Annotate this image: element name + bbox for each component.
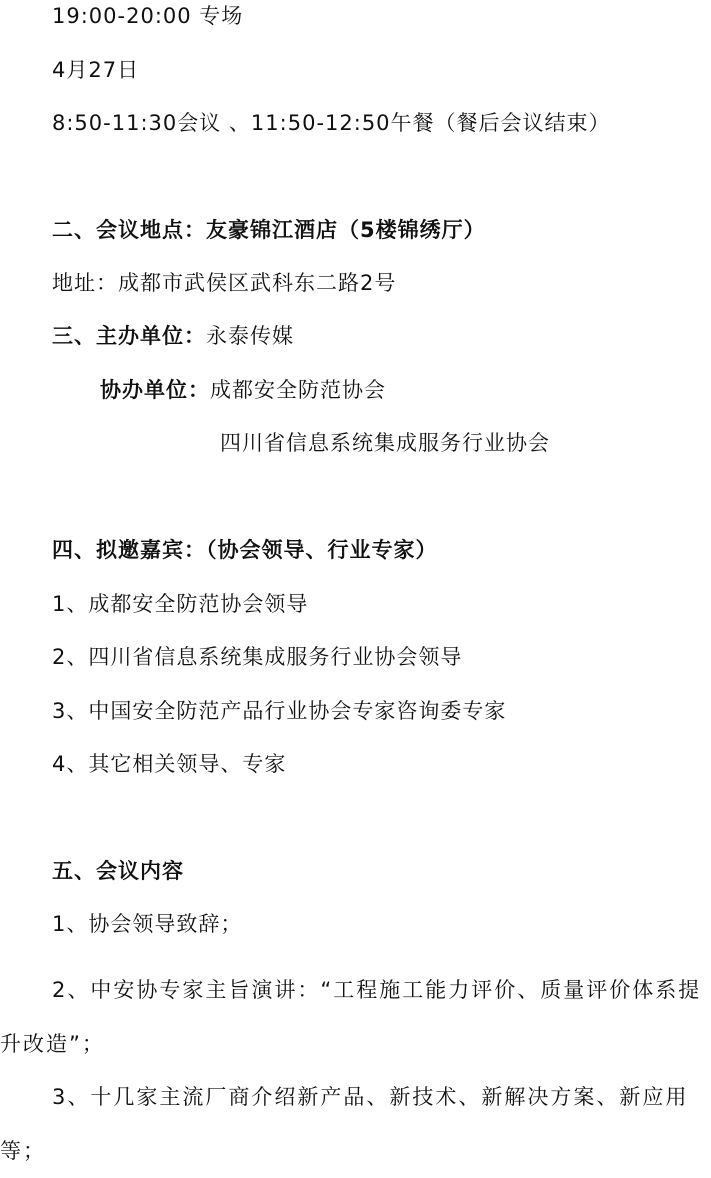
venue-heading: 二、会议地点：友豪锦江酒店（5楼锦绣厅） [52,218,486,242]
schedule-line-1: 19:00-20:00 专场 [52,4,244,28]
venue-address: 地址：成都市武侯区武科东二路2号 [52,271,397,295]
co-organizer-label: 协办单位： [100,378,210,402]
content-item: 3、十几家主流厂商介绍新产品、新技术、新解决方案、新应用等； [0,1085,689,1163]
guests-heading-note: （协会领导、行业专家） [206,538,438,562]
host-row [52,322,294,350]
guests-heading [52,536,438,564]
guest-item: 2、四川省信息系统集成服务行业协会领导 [52,645,463,669]
schedule-line-3: 8:50-11:30会议 、11:50-12:50午餐（餐后会议结束） [52,111,611,135]
co-organizer-row [100,376,386,404]
guests-heading-label: 四、拟邀嘉宾： [52,538,206,562]
guest-item: 4、其它相关领导、专家 [52,752,287,776]
schedule-line-2: 4月27日 [52,58,140,82]
host-label: 三、主办单位： [52,324,206,348]
host-value: 永泰传媒 [206,324,294,348]
content-item: 2、中安协专家主旨演讲：“工程施工能力评价、质量评价体系提升改造”； [0,978,702,1056]
guest-item: 1、成都安全防范协会领导 [52,592,309,616]
guest-item: 3、中国安全防范产品行业协会专家咨询委专家 [52,699,507,723]
co-organizer-value: 四川省信息系统集成服务行业协会 [220,431,550,455]
co-organizer-value: 成都安全防范协会 [210,378,386,402]
content-item: 1、协会领导致辞； [52,912,243,936]
content-heading: 五、会议内容 [52,859,184,883]
